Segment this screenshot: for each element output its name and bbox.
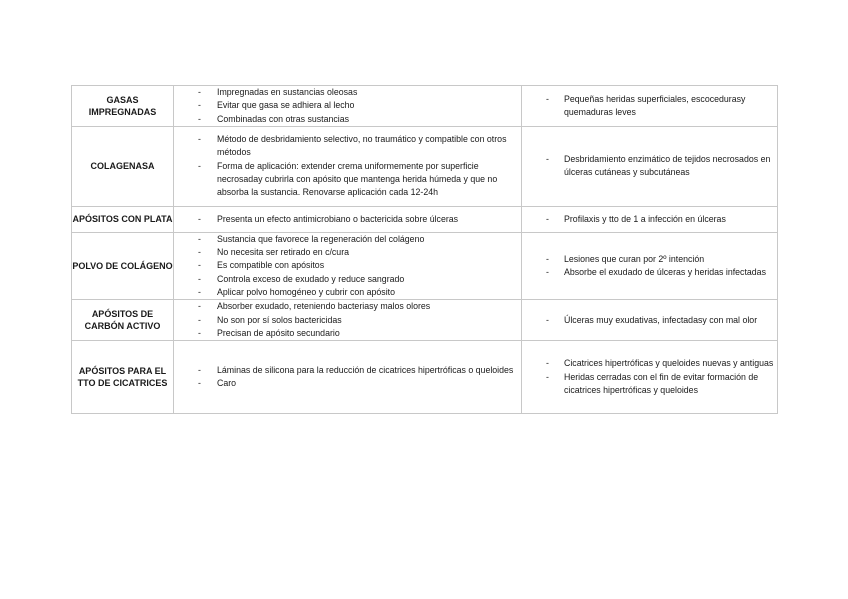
product-name-cell: POLVO DE COLÁGENO	[72, 232, 174, 299]
dash-bullet-icon: -	[546, 371, 549, 382]
list-item	[174, 314, 521, 327]
list-item	[174, 377, 521, 390]
description-list	[174, 300, 521, 340]
dash-bullet-icon: -	[198, 260, 201, 271]
table-row	[72, 86, 778, 127]
list-item	[174, 273, 521, 286]
list-item-text: Aplicar polvo homogéneo y cubrir con apósito	[217, 287, 395, 298]
description-list	[174, 364, 521, 391]
list-item	[522, 266, 777, 279]
uses-list	[522, 93, 777, 120]
table-row	[72, 126, 778, 206]
table-body	[72, 86, 778, 414]
description-cell	[174, 232, 522, 299]
dash-bullet-icon: -	[198, 247, 201, 258]
list-item	[174, 160, 521, 200]
list-item	[522, 314, 777, 327]
uses-cell	[522, 86, 778, 127]
list-item	[174, 327, 521, 340]
list-item	[174, 364, 521, 377]
uses-list	[522, 213, 777, 226]
dash-bullet-icon: -	[198, 87, 201, 97]
product-name-cell: APÓSITOS PARA EL TTO DE CICATRICES	[72, 341, 174, 414]
dash-bullet-icon: -	[198, 364, 201, 375]
dash-bullet-icon: -	[198, 100, 201, 111]
uses-list	[522, 253, 777, 280]
dash-bullet-icon: -	[198, 378, 201, 389]
list-item	[174, 133, 521, 160]
uses-cell	[522, 206, 778, 232]
product-name-cell: GASAS IMPREGNADAS	[72, 86, 174, 127]
dash-bullet-icon: -	[198, 233, 201, 244]
description-list	[174, 233, 521, 299]
list-item	[522, 357, 777, 370]
list-item	[174, 213, 521, 226]
list-item	[174, 113, 521, 126]
list-item	[174, 286, 521, 299]
uses-cell	[522, 232, 778, 299]
product-name-cell: APÓSITOS DE CARBÓN ACTIVO	[72, 300, 174, 341]
dash-bullet-icon: -	[198, 213, 201, 224]
description-cell	[174, 341, 522, 414]
list-item-text: Forma de aplicación: extender crema uniformemente por superficie necrosaday cubrirla con apósito que mantenga herida húmeda y que no absorba la sustancia. Renovarse aplicación cada 12-24h	[217, 160, 498, 198]
list-item	[522, 371, 777, 398]
dash-bullet-icon: -	[546, 213, 549, 224]
table-row	[72, 206, 778, 232]
uses-list	[522, 314, 777, 327]
list-item-text: Cicatrices hipertróficas y queloides nuevas y antiguas	[564, 358, 774, 369]
list-item	[522, 153, 777, 180]
list-item-text: Caro	[217, 378, 237, 389]
list-item	[174, 259, 521, 272]
description-cell	[174, 206, 522, 232]
list-item-text: Precisan de apósito secundario	[217, 327, 340, 338]
list-item	[522, 93, 777, 120]
uses-cell	[522, 126, 778, 206]
dash-bullet-icon: -	[198, 273, 201, 284]
dash-bullet-icon: -	[546, 93, 549, 104]
list-item	[174, 86, 521, 99]
list-item-text: Método de desbridamiento selectivo, no traumático y compatible con otros métodos	[217, 134, 507, 158]
list-item-text: Desbridamiento enzimático de tejidos necrosados en úlceras cutáneas y subcutáneas	[564, 154, 771, 178]
dash-bullet-icon: -	[198, 301, 201, 312]
list-item-text: Absorber exudado, reteniendo bacteriasy malos olores	[217, 301, 431, 312]
dash-bullet-icon: -	[546, 253, 549, 264]
description-list	[174, 86, 521, 126]
description-cell	[174, 126, 522, 206]
uses-cell	[522, 300, 778, 341]
list-item	[522, 253, 777, 266]
list-item-text: Heridas cerradas con el fin de evitar formación de cicatrices hipertróficas y queloides	[564, 371, 759, 395]
dash-bullet-icon: -	[198, 113, 201, 124]
dash-bullet-icon: -	[546, 358, 549, 369]
list-item-text: Combinadas con otras sustancias	[217, 113, 350, 124]
list-item-text: Evitar que gasa se adhiera al lecho	[217, 100, 355, 111]
dash-bullet-icon: -	[198, 134, 201, 145]
dash-bullet-icon: -	[198, 327, 201, 338]
list-item-text: Presenta un efecto antimicrobiano o bactericida sobre úlceras	[217, 213, 459, 224]
dash-bullet-icon: -	[198, 314, 201, 325]
description-list	[174, 213, 521, 226]
dash-bullet-icon: -	[546, 267, 549, 278]
description-list	[174, 133, 521, 199]
uses-cell	[522, 341, 778, 414]
list-item-text: Controla exceso de exudado y reduce sangrado	[217, 273, 405, 284]
dash-bullet-icon: -	[546, 154, 549, 165]
list-item	[174, 246, 521, 259]
list-item-text: Lesiones que curan por 2º intención	[564, 253, 705, 264]
product-name-cell: APÓSITOS CON PLATA	[72, 206, 174, 232]
list-item-text: Pequeñas heridas superficiales, escocedurasy quemaduras leves	[564, 93, 746, 117]
list-item	[174, 233, 521, 246]
description-cell	[174, 86, 522, 127]
uses-list	[522, 153, 777, 180]
list-item	[174, 99, 521, 112]
dash-bullet-icon: -	[546, 314, 549, 325]
uses-list	[522, 357, 777, 397]
dash-bullet-icon: -	[198, 287, 201, 298]
list-item-text: Sustancia que favorece la regeneración del colágeno	[217, 233, 425, 244]
list-item-text: Úlceras muy exudativas, infectadasy con mal olor	[564, 314, 758, 325]
list-item-text: No necesita ser retirado en c/cura	[217, 247, 350, 258]
list-item	[522, 213, 777, 226]
list-item-text: Láminas de silicona para la reducción de cicatrices hipertróficas o queloides	[217, 364, 514, 375]
list-item-text: Absorbe el exudado de úlceras y heridas infectadas	[564, 267, 766, 278]
description-cell	[174, 300, 522, 341]
list-item-text: Profilaxis y tto de 1 a infección en úlceras	[564, 213, 726, 224]
dressings-table	[71, 85, 778, 414]
list-item-text: No son por sí solos bactericidas	[217, 314, 342, 325]
list-item-text: Impregnadas en sustancias oleosas	[217, 87, 358, 97]
list-item	[174, 300, 521, 313]
list-item-text: Es compatible con apósitos	[217, 260, 325, 271]
table-row	[72, 300, 778, 341]
table-row	[72, 341, 778, 414]
product-name-cell: COLAGENASA	[72, 126, 174, 206]
table-row	[72, 232, 778, 299]
dash-bullet-icon: -	[198, 160, 201, 171]
